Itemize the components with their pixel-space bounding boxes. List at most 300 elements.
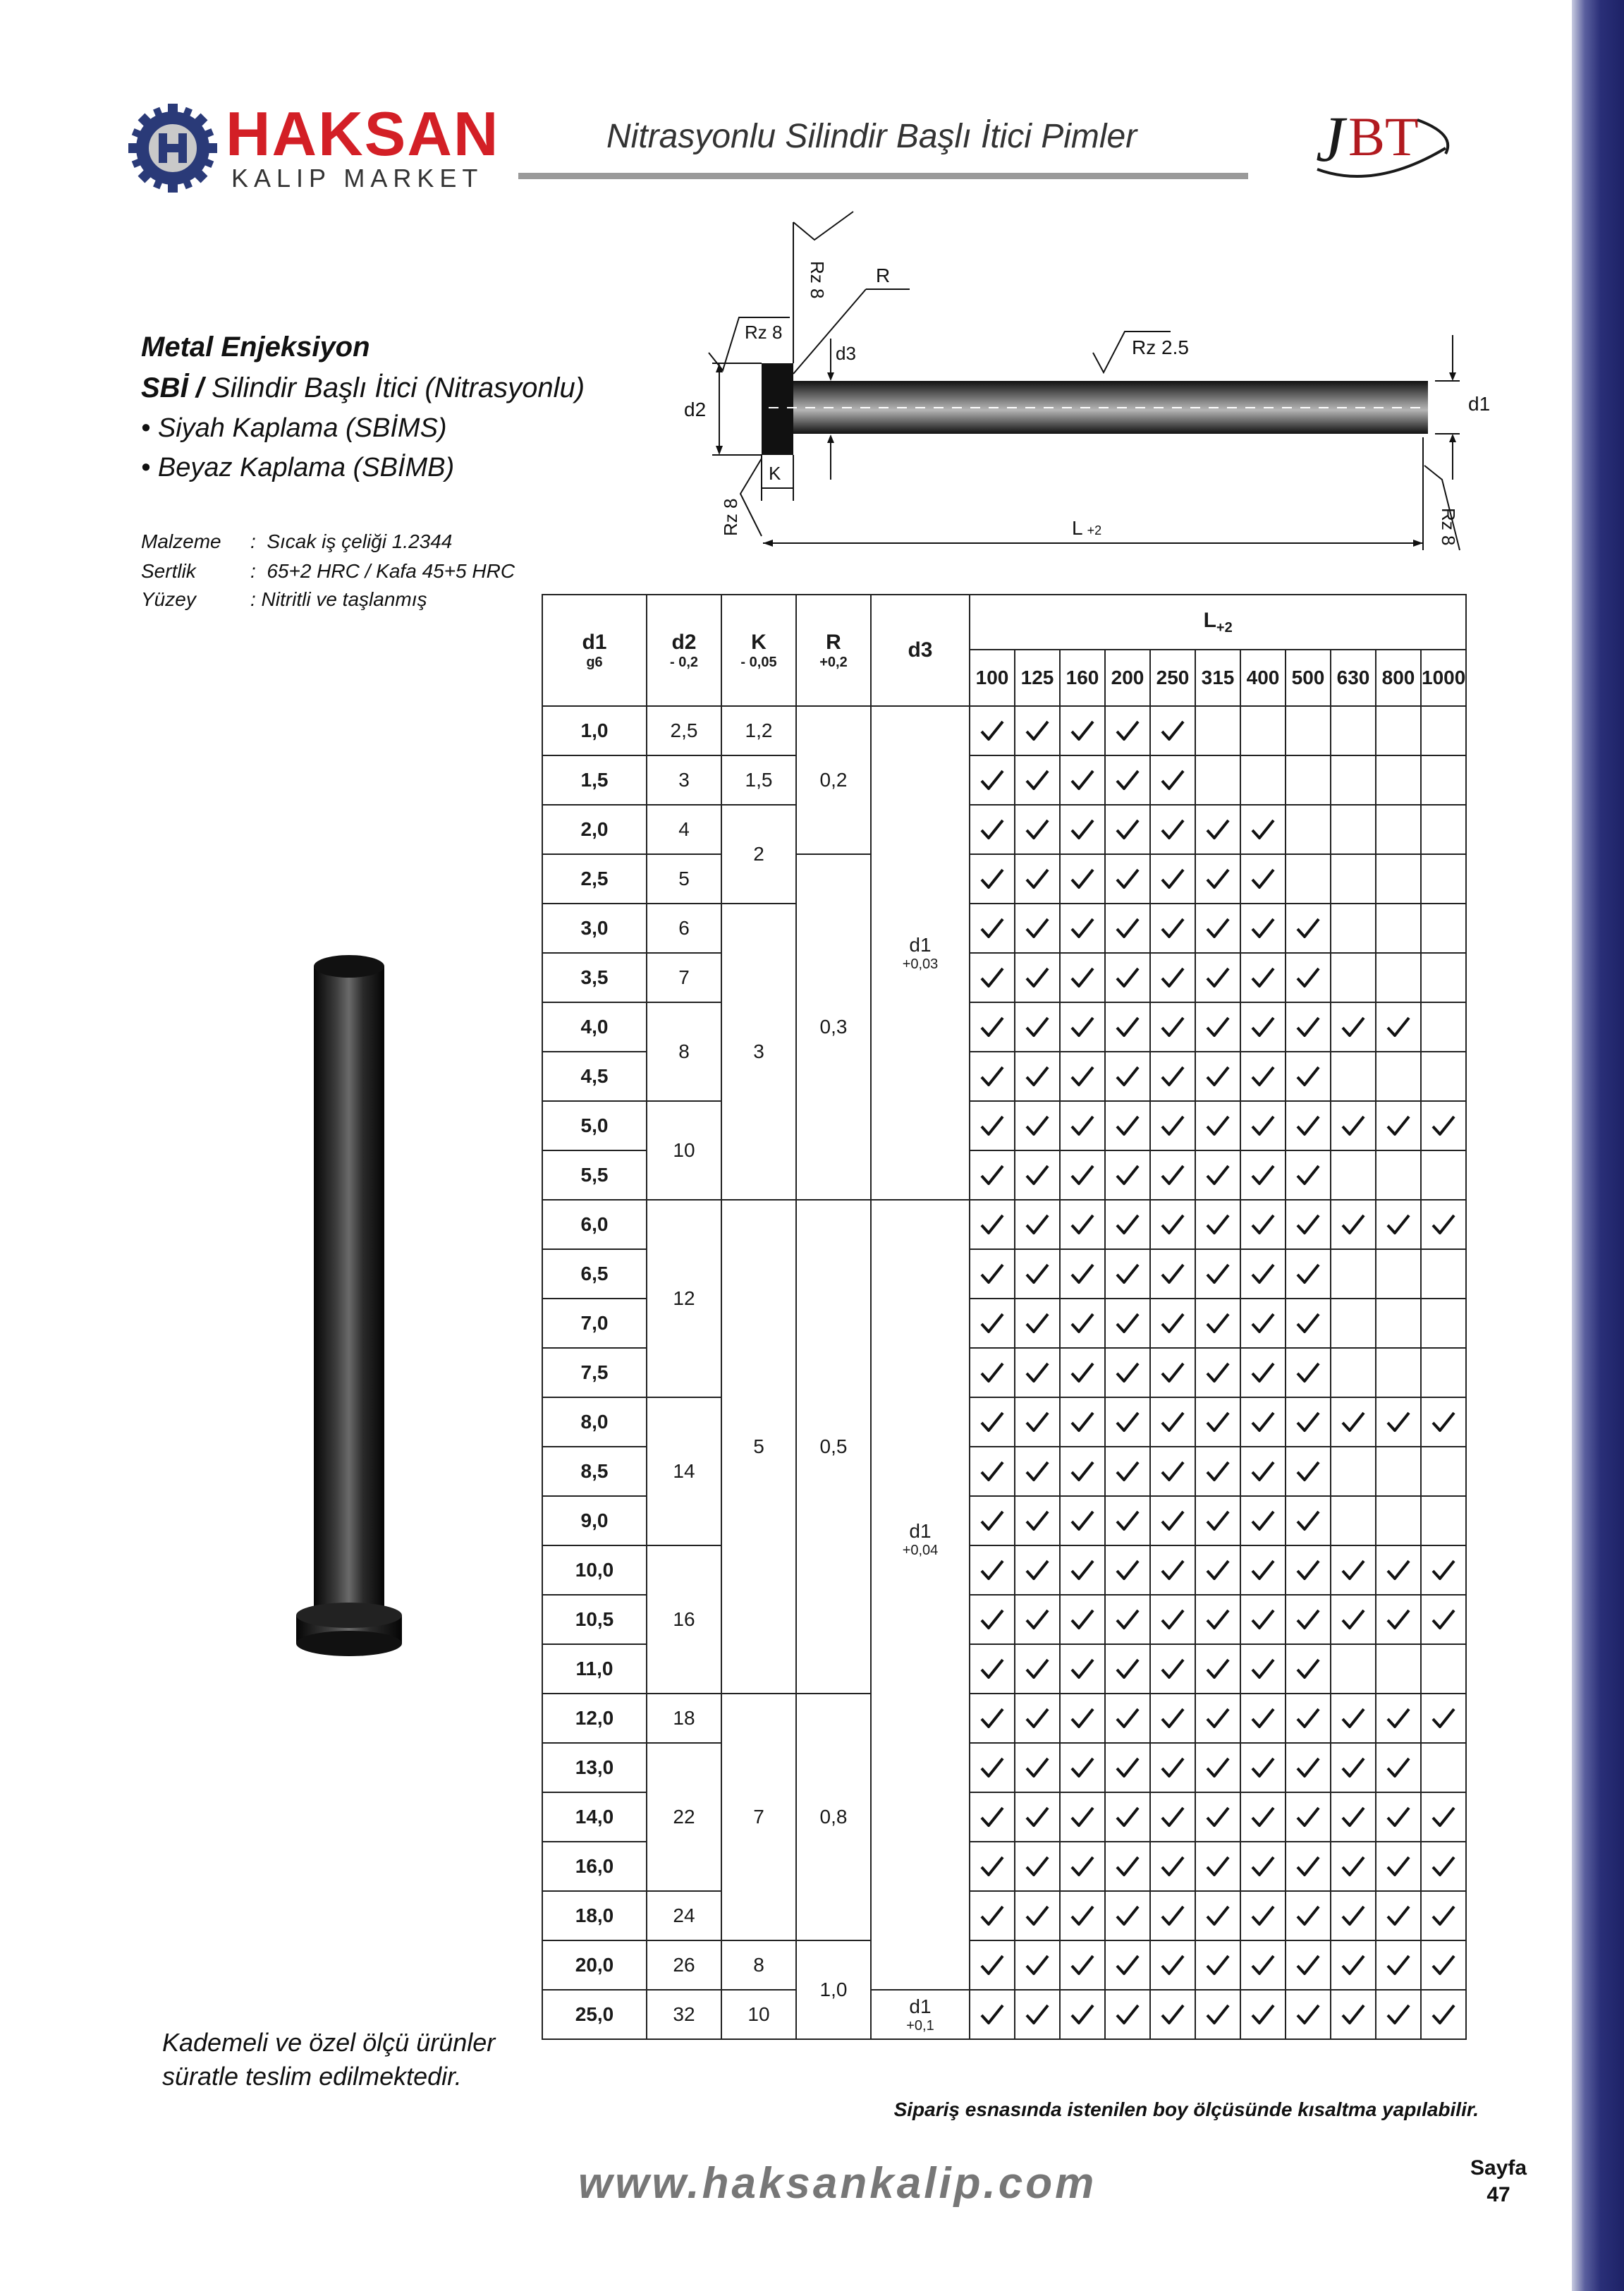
check-mark-icon (1240, 1792, 1286, 1842)
check-mark-icon (970, 1397, 1015, 1447)
check-mark-icon (1195, 1792, 1240, 1842)
check-mark-icon (1105, 1397, 1150, 1447)
cell-d3-tolerance: +0,03 (902, 956, 939, 972)
check-mark-icon (1195, 1891, 1240, 1940)
check-mark-icon (1240, 805, 1286, 854)
cell-d1: 11,0 (542, 1644, 647, 1694)
check-mark-icon (1015, 1200, 1060, 1249)
check-mark-icon (1376, 1743, 1421, 1792)
cell-r: 0,5 (796, 1200, 871, 1694)
empty-length-cell (1331, 1348, 1376, 1397)
empty-length-cell (1286, 854, 1331, 904)
check-mark-icon (1060, 755, 1105, 805)
empty-length-cell (1421, 1644, 1466, 1694)
check-mark-icon (1286, 1447, 1331, 1496)
check-mark-icon (1150, 1348, 1195, 1397)
cell-d1: 16,0 (542, 1842, 647, 1891)
check-mark-icon (1240, 1150, 1286, 1200)
check-mark-icon (1105, 1200, 1150, 1249)
empty-length-cell (1331, 1150, 1376, 1200)
check-mark-icon (1376, 1891, 1421, 1940)
check-mark-icon (970, 1545, 1015, 1595)
check-mark-icon (1240, 854, 1286, 904)
check-mark-icon (1195, 1200, 1240, 1249)
check-mark-icon (1150, 1743, 1195, 1792)
empty-length-cell (1331, 1299, 1376, 1348)
check-mark-icon (1240, 1496, 1286, 1545)
check-mark-icon (1286, 904, 1331, 953)
check-mark-icon (1331, 1842, 1376, 1891)
check-mark-icon (1286, 1545, 1331, 1595)
table-row (542, 1397, 1466, 1447)
check-mark-icon (1015, 1052, 1060, 1101)
check-mark-icon (1286, 953, 1331, 1002)
table-row (542, 1545, 1466, 1595)
cell-k: 10 (721, 1990, 796, 2039)
empty-length-cell (1240, 755, 1286, 805)
check-mark-icon (970, 1990, 1015, 2039)
check-mark-icon (970, 1595, 1015, 1644)
page-title: Nitrasyonlu Silindir Başlı İtici Pimler (606, 118, 1137, 155)
cell-d2: 26 (647, 1940, 721, 1990)
check-mark-icon (1060, 1644, 1105, 1694)
check-mark-icon (1195, 1842, 1240, 1891)
length-header-315: 315 (1195, 650, 1240, 706)
cell-d1: 10,5 (542, 1595, 647, 1644)
check-mark-icon (1015, 1694, 1060, 1743)
check-mark-icon (1105, 854, 1150, 904)
cell-d1: 4,0 (542, 1002, 647, 1052)
check-mark-icon (1421, 1694, 1466, 1743)
empty-length-cell (1195, 706, 1240, 755)
length-header-500: 500 (1286, 650, 1331, 706)
empty-length-cell (1331, 805, 1376, 854)
table-row (542, 805, 1466, 854)
check-mark-icon (1150, 1842, 1195, 1891)
check-mark-icon (970, 1496, 1015, 1545)
check-mark-icon (1195, 1397, 1240, 1447)
check-mark-icon (1195, 1644, 1240, 1694)
product-name (141, 372, 585, 404)
check-mark-icon (970, 1891, 1015, 1940)
check-mark-icon (1015, 706, 1060, 755)
empty-length-cell (1286, 706, 1331, 755)
table-row (542, 1002, 1466, 1052)
dim-r-label: R (876, 265, 891, 286)
empty-length-cell (1331, 1644, 1376, 1694)
table-row (542, 1101, 1466, 1150)
col-header-r-text: R (826, 631, 841, 654)
check-mark-icon (1240, 1299, 1286, 1348)
check-mark-icon (1015, 904, 1060, 953)
check-mark-icon (970, 706, 1015, 755)
check-mark-icon (1150, 1940, 1195, 1990)
check-mark-icon (1195, 904, 1240, 953)
check-mark-icon (1195, 1990, 1240, 2039)
cell-d1: 2,0 (542, 805, 647, 854)
cell-d1: 1,0 (542, 706, 647, 755)
check-mark-icon (970, 1200, 1015, 1249)
empty-length-cell (1376, 904, 1421, 953)
check-mark-icon (1240, 1644, 1286, 1694)
empty-length-cell (1331, 904, 1376, 953)
col-header-d2-tol: - 0,2 (669, 655, 699, 670)
check-mark-icon (1195, 805, 1240, 854)
check-mark-icon (1150, 1891, 1195, 1940)
cell-d1: 8,5 (542, 1447, 647, 1496)
table-row (542, 904, 1466, 953)
check-mark-icon (1240, 1397, 1286, 1447)
check-mark-icon (1060, 1792, 1105, 1842)
check-mark-icon (1286, 1200, 1331, 1249)
check-mark-icon (1105, 1891, 1150, 1940)
page-number (1470, 2155, 1527, 2208)
check-mark-icon (1195, 1150, 1240, 1200)
check-mark-icon (1195, 1447, 1240, 1496)
empty-length-cell (1421, 953, 1466, 1002)
check-mark-icon (970, 1694, 1015, 1743)
check-mark-icon (1150, 706, 1195, 755)
check-mark-icon (1240, 1940, 1286, 1990)
check-mark-icon (1060, 1743, 1105, 1792)
check-mark-icon (1286, 1496, 1331, 1545)
cell-d1: 25,0 (542, 1990, 647, 2039)
check-mark-icon (1150, 1644, 1195, 1694)
check-mark-icon (1376, 1200, 1421, 1249)
cell-d2: 24 (647, 1891, 721, 1940)
table-row (542, 1200, 1466, 1249)
check-mark-icon (1240, 1002, 1286, 1052)
check-mark-icon (1376, 1940, 1421, 1990)
check-mark-icon (1150, 1249, 1195, 1299)
check-mark-icon (1331, 1891, 1376, 1940)
length-header-1000: 1000 (1421, 650, 1466, 706)
cell-k: 8 (721, 1940, 796, 1990)
check-mark-icon (1060, 1694, 1105, 1743)
cell-d2: 16 (647, 1545, 721, 1694)
check-mark-icon (1331, 1792, 1376, 1842)
empty-length-cell (1376, 755, 1421, 805)
cell-k: 3 (721, 904, 796, 1200)
svg-text:J: J (1316, 103, 1345, 175)
length-header-400: 400 (1240, 650, 1286, 706)
table-row (542, 755, 1466, 805)
empty-length-cell (1376, 1249, 1421, 1299)
check-mark-icon (1331, 1397, 1376, 1447)
check-mark-icon (970, 1150, 1015, 1200)
empty-length-cell (1331, 1052, 1376, 1101)
check-mark-icon (1015, 1299, 1060, 1348)
check-mark-icon (970, 1002, 1015, 1052)
check-mark-icon (1376, 1842, 1421, 1891)
check-mark-icon (1015, 1150, 1060, 1200)
title-underline (518, 173, 1248, 179)
check-mark-icon (1195, 953, 1240, 1002)
cell-d3 (871, 706, 970, 1200)
cell-r: 0,3 (796, 854, 871, 1200)
check-mark-icon (970, 1052, 1015, 1101)
check-mark-icon (1286, 1348, 1331, 1397)
check-mark-icon (1376, 1002, 1421, 1052)
check-mark-icon (1150, 805, 1195, 854)
check-mark-icon (1060, 706, 1105, 755)
check-mark-icon (1421, 1792, 1466, 1842)
cell-d1: 10,0 (542, 1545, 647, 1595)
table-row (542, 706, 1466, 755)
check-mark-icon (1331, 1200, 1376, 1249)
check-mark-icon (1150, 854, 1195, 904)
col-header-d3-text: d3 (908, 638, 933, 662)
check-mark-icon (970, 1299, 1015, 1348)
check-mark-icon (1150, 1792, 1195, 1842)
dim-d1-label: d1 (1468, 393, 1491, 415)
dim-l-tolerance: +2 (1087, 523, 1102, 537)
cell-k: 5 (721, 1200, 796, 1694)
length-header-125: 125 (1015, 650, 1060, 706)
cell-r: 0,8 (796, 1694, 871, 1940)
cell-d1: 2,5 (542, 854, 647, 904)
check-mark-icon (1195, 1694, 1240, 1743)
cell-d2: 2,5 (647, 706, 721, 755)
check-mark-icon (1331, 1101, 1376, 1150)
empty-length-cell (1331, 706, 1376, 755)
check-mark-icon (1150, 1150, 1195, 1200)
dimension-table (542, 594, 1467, 2040)
check-mark-icon (1195, 1002, 1240, 1052)
check-mark-icon (1286, 1249, 1331, 1299)
custom-order-note (162, 2026, 495, 2094)
table-row (542, 1694, 1466, 1743)
cell-d1: 3,0 (542, 904, 647, 953)
check-mark-icon (1195, 1743, 1240, 1792)
cell-d1: 14,0 (542, 1792, 647, 1842)
check-mark-icon (1240, 1101, 1286, 1150)
check-mark-icon (1331, 1694, 1376, 1743)
check-mark-icon (1150, 1002, 1195, 1052)
col-header-k (721, 595, 796, 706)
check-mark-icon (1060, 953, 1105, 1002)
cell-d1: 20,0 (542, 1940, 647, 1990)
technical-drawing (677, 212, 1491, 578)
empty-length-cell (1421, 1052, 1466, 1101)
check-mark-icon (1060, 1249, 1105, 1299)
check-mark-icon (1150, 1595, 1195, 1644)
check-mark-icon (1240, 1052, 1286, 1101)
check-mark-icon (1240, 1200, 1286, 1249)
empty-length-cell (1421, 1299, 1466, 1348)
roughness-rz8-bottom: Rz 8 (720, 498, 741, 536)
empty-length-cell (1376, 805, 1421, 854)
empty-length-cell (1421, 854, 1466, 904)
empty-length-cell (1286, 755, 1331, 805)
check-mark-icon (1286, 1644, 1331, 1694)
check-mark-icon (970, 1940, 1015, 1990)
check-mark-icon (970, 953, 1015, 1002)
cell-d2: 14 (647, 1397, 721, 1545)
check-mark-icon (1060, 1052, 1105, 1101)
check-mark-icon (1015, 1397, 1060, 1447)
cell-r: 1,0 (796, 1940, 871, 2039)
check-mark-icon (1195, 1545, 1240, 1595)
cell-d2: 7 (647, 953, 721, 1002)
roughness-rz8-head: Rz 8 (745, 322, 783, 343)
check-mark-icon (1060, 1940, 1105, 1990)
length-header-100: 100 (970, 650, 1015, 706)
check-mark-icon (1286, 1101, 1331, 1150)
product-category: Metal Enjeksiyon (141, 332, 370, 363)
dim-k-label: K (769, 463, 781, 484)
check-mark-icon (1376, 1792, 1421, 1842)
coating-white: • Beyaz Kaplama (SBİMB) (141, 453, 455, 482)
cell-d1: 8,0 (542, 1397, 647, 1447)
empty-length-cell (1421, 805, 1466, 854)
order-note: Sipariş esnasında istenilen boy ölçüsünde kısaltma yapılabilir. (893, 2098, 1479, 2120)
empty-length-cell (1331, 1447, 1376, 1496)
check-mark-icon (1060, 1200, 1105, 1249)
check-mark-icon (1376, 1545, 1421, 1595)
ejector-pin-photo (282, 952, 423, 1686)
page-label: Sayfa (1470, 2156, 1527, 2180)
check-mark-icon (1286, 1990, 1331, 2039)
check-mark-icon (1060, 1150, 1105, 1200)
check-mark-icon (1240, 1891, 1286, 1940)
check-mark-icon (1240, 1348, 1286, 1397)
empty-length-cell (1331, 953, 1376, 1002)
check-mark-icon (1150, 1299, 1195, 1348)
check-mark-icon (1105, 1595, 1150, 1644)
gear-logo-icon (127, 102, 219, 194)
spec-hardness (141, 560, 515, 583)
cell-d1: 6,0 (542, 1200, 647, 1249)
length-header-630: 630 (1331, 650, 1376, 706)
check-mark-icon (1286, 1299, 1331, 1348)
check-mark-icon (1015, 1644, 1060, 1694)
check-mark-icon (1150, 755, 1195, 805)
col-header-k-tol: - 0,05 (740, 655, 777, 670)
empty-length-cell (1421, 1743, 1466, 1792)
haksan-logo (127, 99, 508, 198)
check-mark-icon (1240, 1694, 1286, 1743)
col-header-d1 (542, 595, 647, 706)
roughness-rz8-top: Rz 8 (807, 261, 828, 299)
check-mark-icon (1195, 1249, 1240, 1299)
custom-order-note-line1: Kademeli ve özel ölçü ürünler (162, 2028, 496, 2057)
cell-d1: 7,5 (542, 1348, 647, 1397)
col-header-k-text: K (751, 631, 767, 654)
check-mark-icon (1015, 1792, 1060, 1842)
spec-surface-value: : Nitritli ve taşlanmış (250, 588, 427, 610)
check-mark-icon (1421, 1200, 1466, 1249)
table-header-row (542, 595, 1466, 650)
check-mark-icon (1286, 1842, 1331, 1891)
table-row (542, 1990, 1466, 2039)
empty-length-cell (1421, 1496, 1466, 1545)
check-mark-icon (1105, 755, 1150, 805)
check-mark-icon (1195, 1299, 1240, 1348)
check-mark-icon (1105, 1842, 1150, 1891)
cell-r: 0,2 (796, 706, 871, 854)
check-mark-icon (1015, 1990, 1060, 2039)
check-mark-icon (1105, 706, 1150, 755)
check-mark-icon (1105, 1002, 1150, 1052)
table-row (542, 1891, 1466, 1940)
cell-d1: 3,5 (542, 953, 647, 1002)
check-mark-icon (1240, 1842, 1286, 1891)
cell-d1: 13,0 (542, 1743, 647, 1792)
cell-d2: 18 (647, 1694, 721, 1743)
check-mark-icon (1015, 1348, 1060, 1397)
spec-material-value: : Sıcak iş çeliği 1.2344 (250, 530, 453, 552)
check-mark-icon (970, 755, 1015, 805)
col-header-d1-tol: g6 (586, 655, 603, 670)
check-mark-icon (1331, 1743, 1376, 1792)
check-mark-icon (1105, 1249, 1150, 1299)
empty-length-cell (1376, 1150, 1421, 1200)
custom-order-note-line2: süratle teslim edilmektedir. (162, 2062, 462, 2091)
cell-d1: 12,0 (542, 1694, 647, 1743)
check-mark-icon (1015, 1940, 1060, 1990)
empty-length-cell (1195, 755, 1240, 805)
check-mark-icon (1240, 904, 1286, 953)
check-mark-icon (1240, 1447, 1286, 1496)
check-mark-icon (1195, 1348, 1240, 1397)
col-header-l-text: L (1203, 608, 1216, 632)
page-number-value: 47 (1486, 2183, 1510, 2206)
col-header-d2 (647, 595, 721, 706)
empty-length-cell (1376, 953, 1421, 1002)
check-mark-icon (1240, 953, 1286, 1002)
cell-d2: 5 (647, 854, 721, 904)
spec-material-label: Malzeme (141, 530, 221, 552)
empty-length-cell (1376, 1644, 1421, 1694)
cell-k: 1,2 (721, 706, 796, 755)
cell-d1: 5,5 (542, 1150, 647, 1200)
check-mark-icon (1105, 805, 1150, 854)
dim-d2-label: d2 (684, 399, 707, 420)
check-mark-icon (1060, 1496, 1105, 1545)
cell-d2: 3 (647, 755, 721, 805)
cell-d1: 9,0 (542, 1496, 647, 1545)
product-description: Silindir Başlı İtici (Nitrasyonlu) (203, 372, 585, 403)
check-mark-icon (970, 854, 1015, 904)
check-mark-icon (1150, 1447, 1195, 1496)
check-mark-icon (1105, 953, 1150, 1002)
empty-length-cell (1421, 1348, 1466, 1397)
check-mark-icon (1150, 1052, 1195, 1101)
check-mark-icon (1105, 1348, 1150, 1397)
col-header-l-tol: +2 (1216, 619, 1233, 636)
check-mark-icon (1105, 1299, 1150, 1348)
check-mark-icon (1240, 1545, 1286, 1595)
check-mark-icon (1060, 1348, 1105, 1397)
check-mark-icon (1060, 1891, 1105, 1940)
check-mark-icon (1286, 1595, 1331, 1644)
check-mark-icon (1105, 1792, 1150, 1842)
check-mark-icon (1015, 1447, 1060, 1496)
check-mark-icon (1331, 1545, 1376, 1595)
check-mark-icon (1421, 1595, 1466, 1644)
check-mark-icon (1060, 1595, 1105, 1644)
length-header-160: 160 (1060, 650, 1105, 706)
check-mark-icon (1015, 1743, 1060, 1792)
check-mark-icon (1195, 1595, 1240, 1644)
cell-d2: 32 (647, 1990, 721, 2039)
check-mark-icon (1105, 1496, 1150, 1545)
check-mark-icon (1150, 1200, 1195, 1249)
cell-k: 1,5 (721, 755, 796, 805)
cell-d3-tolerance: +0,1 (906, 2017, 934, 2034)
empty-length-cell (1376, 1299, 1421, 1348)
